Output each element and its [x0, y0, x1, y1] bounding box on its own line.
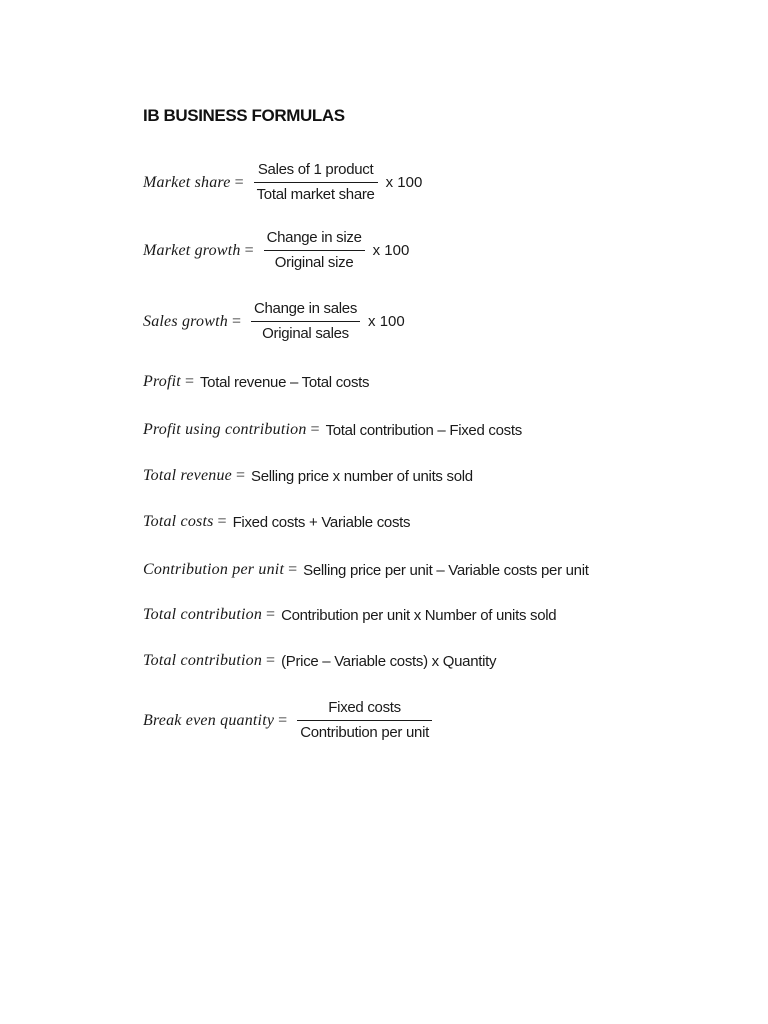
formula-rhs: Total contribution – Fixed costs	[325, 421, 522, 439]
formula-total-contribution	[143, 606, 556, 624]
fraction-denominator: Total market share	[256, 186, 375, 204]
equals-sign: =	[184, 373, 194, 390]
formula-rhs: Selling price x number of units sold	[251, 467, 473, 485]
fraction-numerator: Change in size	[266, 229, 362, 246]
formula-profit	[143, 373, 369, 391]
formula-lhs: Market share	[143, 173, 231, 191]
formula-rhs: Contribution per unit x Number of units sold	[281, 606, 557, 624]
fraction-denominator: Contribution per unit	[300, 724, 429, 742]
formula-rhs: Selling price per unit – Variable costs per unit	[303, 561, 589, 579]
formula-lhs: Total contribution	[143, 606, 263, 623]
fraction	[264, 229, 365, 272]
page-title: IB BUSINESS FORMULAS	[143, 106, 345, 125]
equals-sign: =	[217, 513, 227, 530]
formula-rhs: (Price – Variable costs) x Quantity	[281, 652, 497, 670]
fraction-numerator: Fixed costs	[328, 699, 401, 716]
fraction-numerator: Sales of 1 product	[257, 161, 374, 178]
formula-lhs: Contribution per unit	[143, 561, 285, 578]
multiplier: x 100	[385, 174, 423, 192]
equals-sign: =	[244, 241, 254, 259]
equals-sign: =	[288, 561, 298, 578]
formula-rhs: Total revenue – Total costs	[199, 373, 370, 391]
formula-break-even-quantity	[143, 699, 436, 742]
formula-lhs: Profit using contribution	[143, 421, 307, 438]
multiplier: x 100	[372, 242, 410, 260]
formula-market-growth	[143, 229, 409, 272]
formula-lhs: Total contribution	[143, 652, 263, 669]
equals-sign: =	[234, 173, 244, 191]
formula-lhs: Sales growth	[143, 312, 228, 330]
formula-lhs: Total revenue	[143, 467, 232, 484]
formula-profit-using-contribution	[143, 421, 522, 439]
formula-rhs: Fixed costs + Variable costs	[232, 513, 411, 531]
fraction-denominator: Original size	[274, 254, 354, 272]
formula-lhs: Profit	[143, 373, 181, 390]
equals-sign: =	[235, 467, 245, 484]
multiplier: x 100	[368, 313, 405, 331]
formula-total-contribution-alt	[143, 652, 496, 670]
formula-lhs: Total costs	[143, 513, 214, 530]
formula-total-revenue	[143, 467, 473, 485]
equals-sign: =	[231, 312, 241, 330]
formula-total-costs	[143, 513, 410, 531]
equals-sign: =	[266, 652, 276, 669]
formula-contribution-per-unit	[143, 561, 589, 579]
formula-sales-growth	[143, 300, 405, 343]
fraction-numerator: Change in sales	[253, 300, 358, 317]
fraction	[297, 699, 432, 742]
equals-sign: =	[310, 421, 320, 438]
fraction	[251, 300, 360, 343]
formula-market-share	[143, 161, 422, 204]
equals-sign: =	[266, 606, 276, 623]
fraction-denominator: Original sales	[262, 325, 349, 343]
equals-sign: =	[278, 711, 288, 729]
formula-lhs: Market growth	[143, 241, 241, 259]
fraction	[254, 161, 378, 204]
formula-lhs: Break even quantity	[143, 711, 275, 729]
